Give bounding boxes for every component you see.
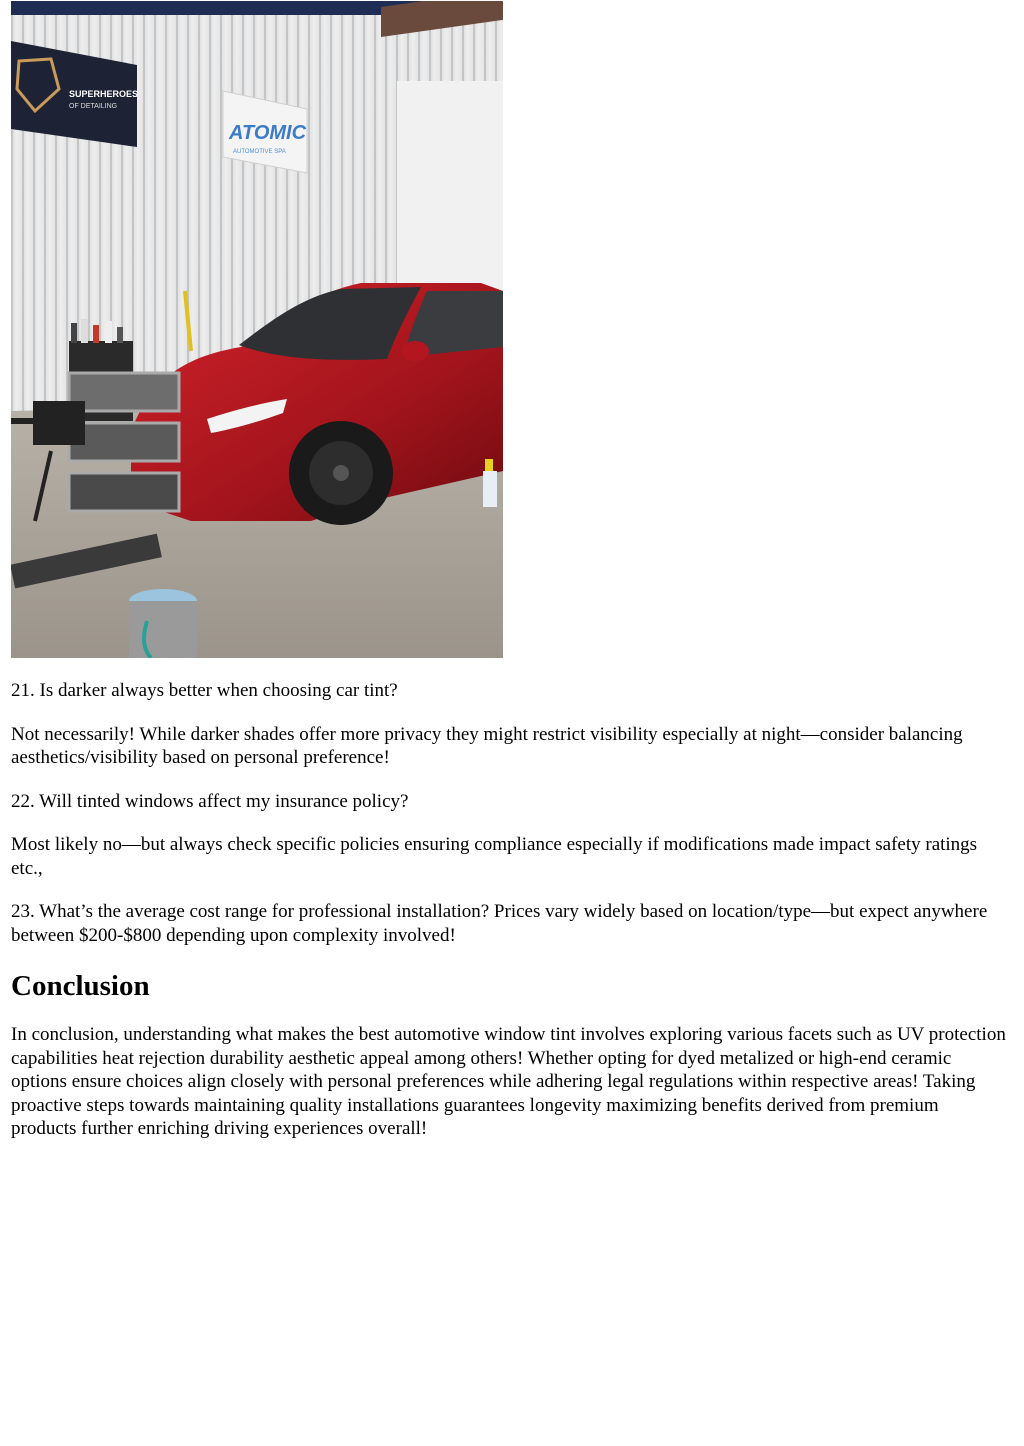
faq-question-22: 22. Will tinted windows affect my insurance policy? — [11, 790, 409, 812]
faq-answer-22: Most likely no—but always check specific policies ensuring compliance especially if modifications made impact safety ratings etc., — [11, 834, 978, 879]
banner-left-line1: SUPERHEROES — [69, 89, 139, 99]
article-content — [11, 1, 1006, 1141]
conclusion-body: In conclusion, understanding what makes the best automotive window tint involves exploring various facets such as UV protection capabilities heat rejection durability aesthetic appeal among others! Whether opting for dyed metalized or high-end ceramic options ensure choices align closely with personal preferences while adhering legal regulations within respective areas! Taking proactive steps towards maintaining quality installations guarantees longevity maximizing benefits derived from premium products further enriching driving experiences overall! — [11, 1024, 1006, 1139]
faq-question-21: 21. Is darker always better when choosing car tint? — [11, 680, 398, 701]
conclusion-heading: Conclusion — [11, 970, 150, 1002]
bucket — [129, 589, 197, 658]
banner-right-sub: AUTOMOTIVE SPA — [233, 149, 286, 155]
car-tint-shop-photo — [11, 1, 503, 658]
banner-right-brand: ATOMIC — [229, 122, 307, 144]
faq-answer-21: Not necessarily! While darker shades offer more privacy they might restrict visibility especially at night—consider balancing aesthetics/visibility based on personal preference! — [11, 723, 963, 768]
banner-left-line2: OF DETAILING — [69, 103, 118, 110]
faq-question-23: 23. What’s the average cost range for professional installation? Prices vary widely based on location/type—but expect anywhere between $200-$800 depending upon complexity involved! — [11, 901, 988, 946]
